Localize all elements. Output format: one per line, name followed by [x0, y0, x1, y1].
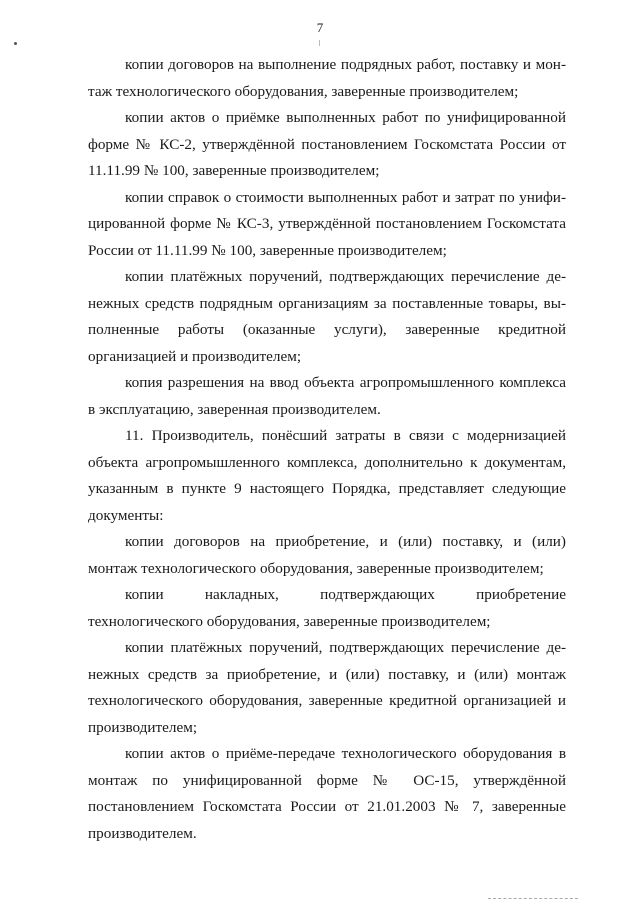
paragraph-2: копии актов о приёмке выполненных работ по унифицированной форме № КС-2, утверждённой постановлением Госкомстата России от 11.11.99 № 100, заверенные производителем; [88, 109, 566, 179]
scan-dot [14, 42, 17, 45]
document-body [88, 52, 566, 847]
paragraph-5: копия разрешения на ввод объекта агропромышленного комплекса в эксплуатацию, заверенная производителем. [88, 374, 566, 418]
paragraph-8: копии накладных, подтверждающих приобретение технологического оборудования, заверенные производителем; [88, 586, 566, 630]
paragraph-1: копии договоров на выполнение подрядных работ, поставку и монтаж технологического оборудования, заверенные производителем; [88, 56, 566, 100]
paragraph-6: 11. Производитель, понёсший затраты в связи с модернизацией объекта агропромышленного комплекса, дополнительно к документам, указанным в пункте 9 настоящего Порядка, представляет следующие документы: [88, 427, 566, 524]
scan-tick [319, 40, 320, 46]
scan-artifact-line [488, 898, 578, 900]
paragraph-7: копии договоров на приобретение, и (или) поставку, и (или) монтаж технологического оборудования, заверенные производителем; [88, 533, 566, 577]
page-number: 7 [316, 20, 324, 35]
paragraph-4: копии платёжных поручений, подтверждающих перечисление денежных средств подрядным организациям за поставленные товары, выполненные работы (оказанные услуги), заверенные кредитной организацией и производителем; [88, 268, 566, 365]
paragraph-3: копии справок о стоимости выполненных работ и затрат по унифицированной форме № КС-3, утверждённой постановлением Госкомстата России от 11.11.99 № 100, заверенные производителем; [88, 188, 566, 259]
paragraph-9: копии платёжных поручений, подтверждающих перечисление денежных средств за приобретение, и (или) поставку, и (или) монтаж технологического оборудования, заверенные кредитной организацией и производителем; [88, 639, 566, 736]
paragraph-10: копии актов о приёме-передаче технологического оборудования в монтаж по унифицированной форме № ОС-15, утверждённой постановлением Госкомстата России от 21.01.2003 № 7, заверенные производителем. [88, 745, 566, 842]
